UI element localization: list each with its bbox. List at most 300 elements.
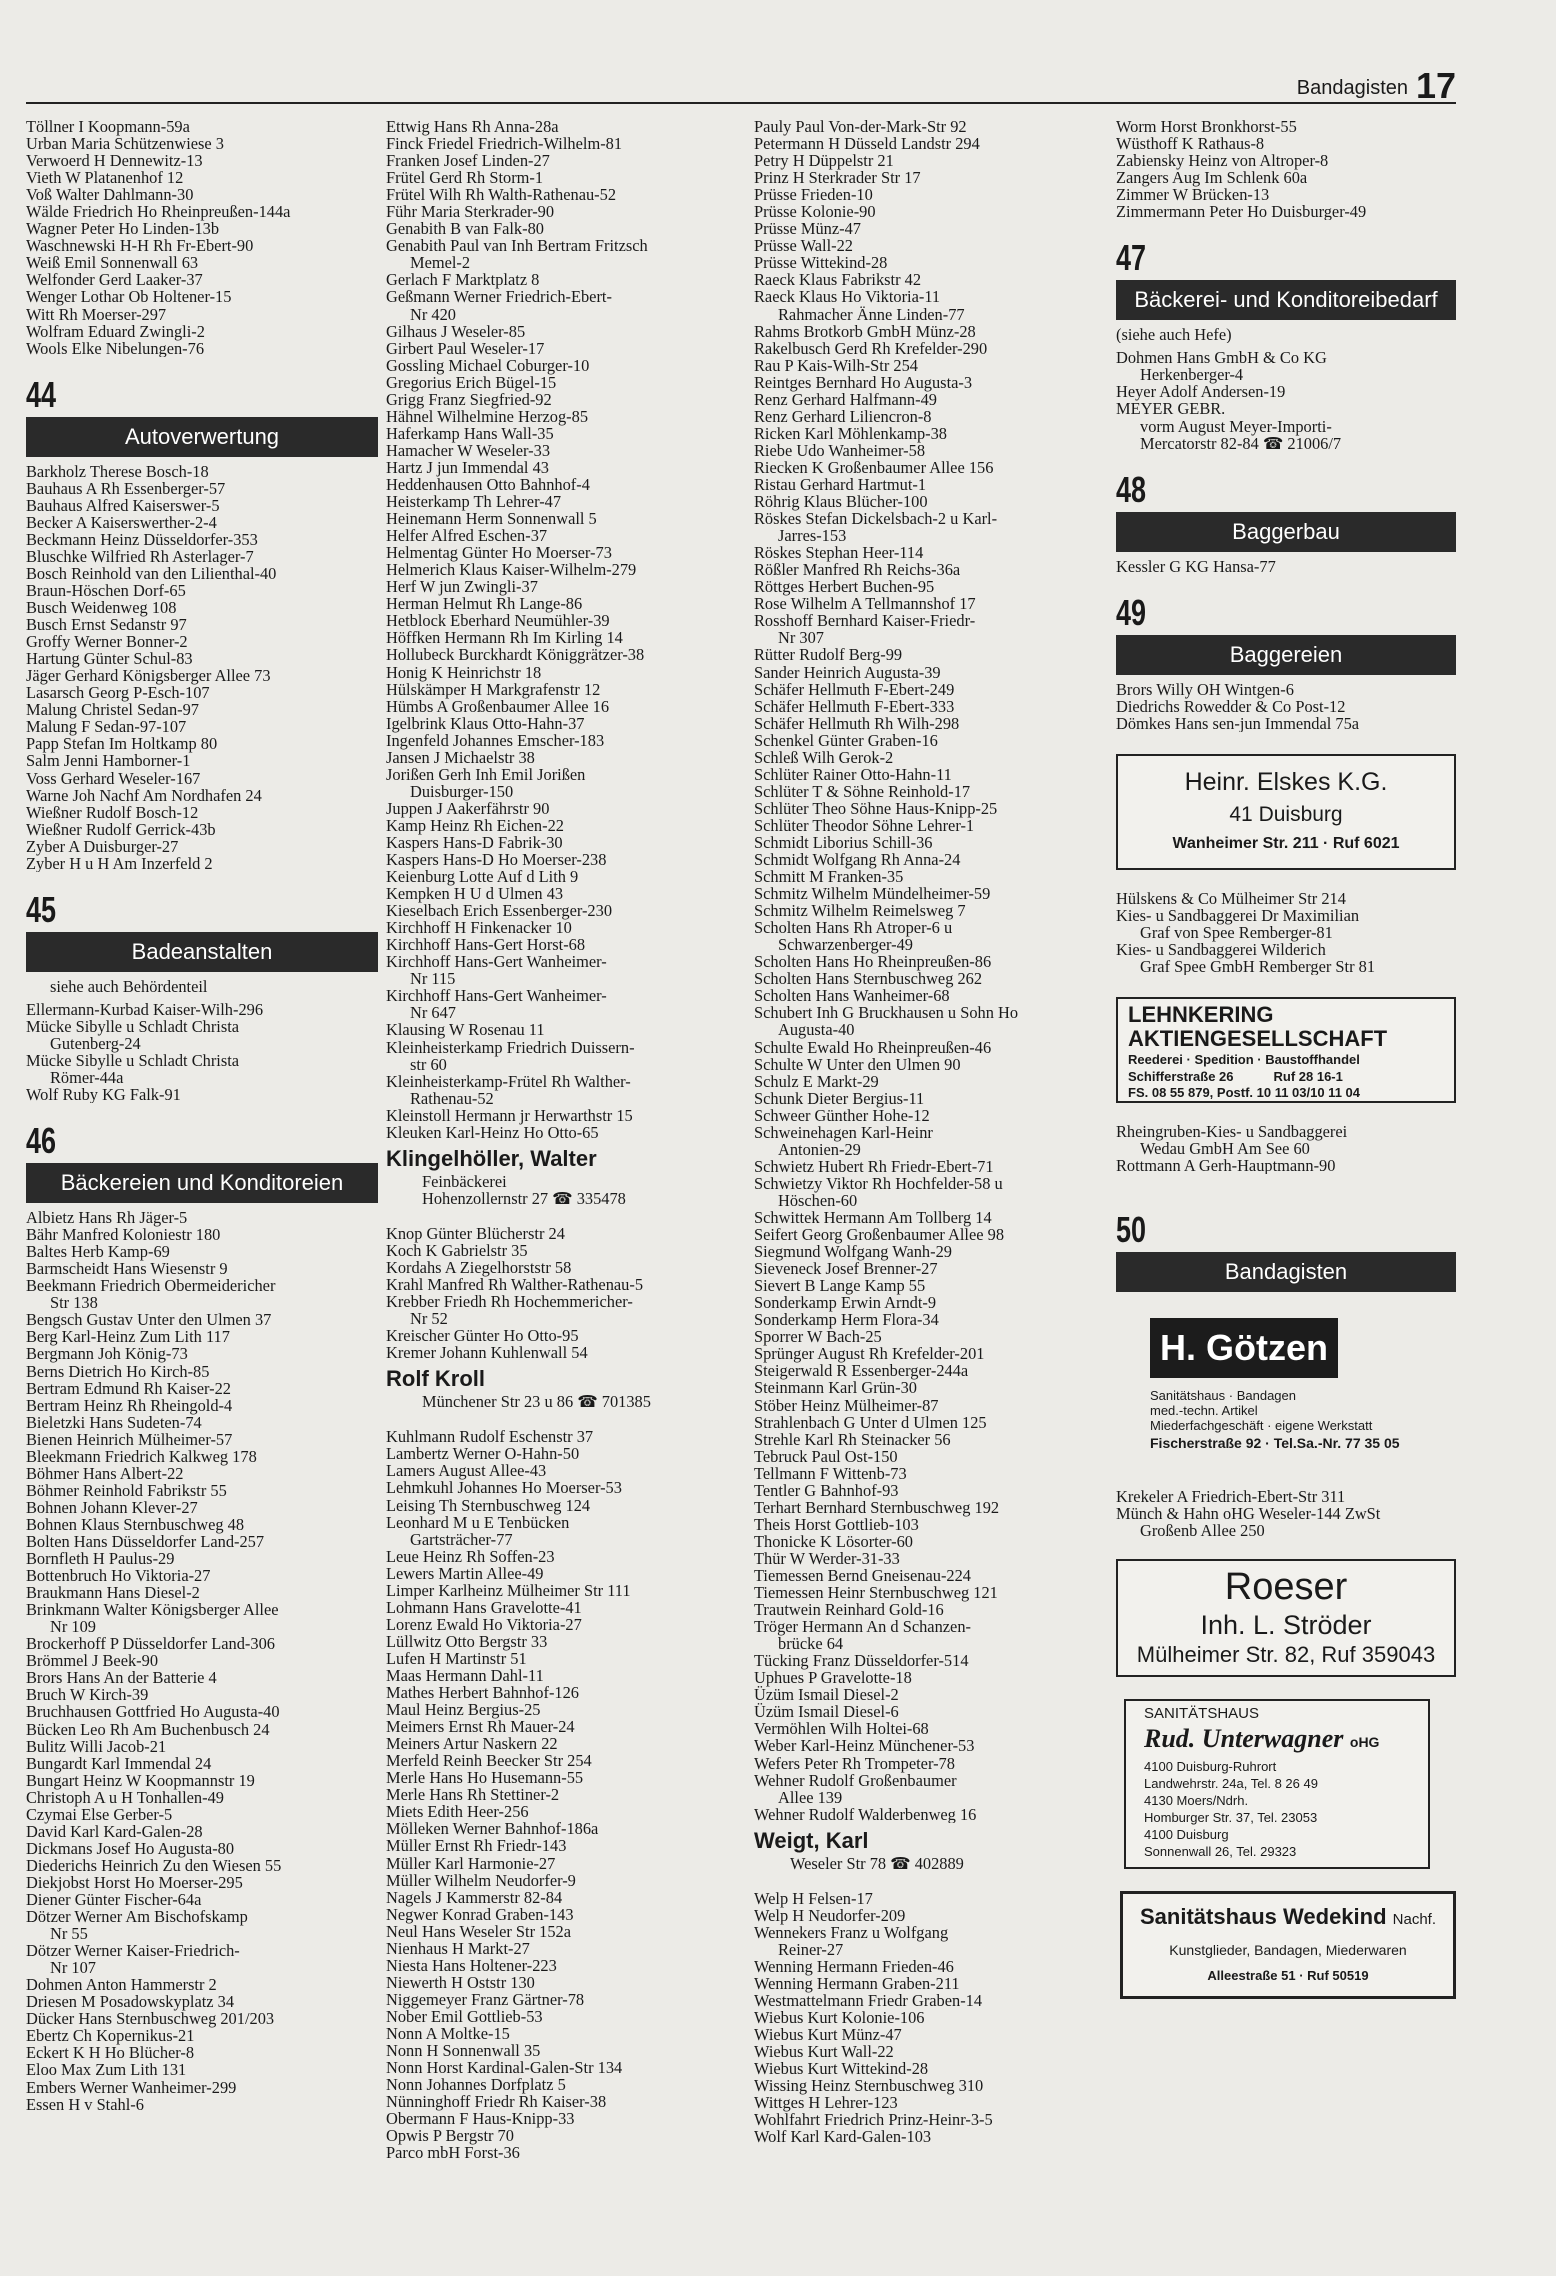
directory-entry: Nober Emil Gottlieb-53: [386, 2006, 543, 2026]
directory-entry: Röskes Stefan Dickelsbach-2 u Karl-: [754, 509, 998, 529]
directory-entry: Diederichs Heinrich Zu den Wiesen 55: [26, 1855, 282, 1875]
directory-entry: Bähr Manfred Koloniestr 180: [26, 1225, 221, 1245]
directory-entry: Malung Christel Sedan-97: [26, 700, 199, 720]
directory-entry: Wehner Rudolf Walderbenweg 16: [754, 1804, 977, 1823]
directory-entry: Bienen Heinrich Mülheimer-57: [26, 1429, 233, 1449]
directory-entry: Böhmer Hans Albert-22: [26, 1463, 184, 1483]
directory-entry: Welfonder Gerd Laaker-37: [26, 270, 203, 290]
directory-entry: Schulz E Markt-29: [754, 1071, 879, 1091]
directory-entry: Üzüm Ismail Diesel-2: [754, 1685, 899, 1705]
directory-entry: Gossling Michael Coburger-10: [386, 355, 590, 375]
directory-entry: Antonien-29: [778, 1139, 861, 1159]
entry-list: [386, 118, 738, 1141]
directory-entry: Heisterkamp Th Lehrer-47: [386, 492, 562, 512]
directory-entry: Kempken H U d Ulmen 43: [386, 884, 564, 904]
column-3: [754, 118, 1106, 2145]
directory-entry: Nr 420: [410, 304, 456, 324]
directory-entry: Schwietzy Viktor Rh Hochfelder-58 u: [754, 1173, 1003, 1193]
ad-logo: Rud. Unterwagner: [1144, 1724, 1344, 1754]
directory-entry: Nr 109: [50, 1617, 96, 1637]
directory-entry: Bruchhausen Gottfried Ho Augusta-40: [26, 1702, 280, 1722]
ad-line: 4100 Duisburg-Ruhrort: [1144, 1759, 1277, 1775]
directory-entry: Witt Rh Moerser-297: [26, 304, 167, 324]
directory-entry: Schmidt Liborius Schill-36: [754, 832, 933, 852]
directory-entry: Eloo Max Zum Lith 131: [26, 2060, 187, 2080]
spacer: [754, 1872, 1106, 1890]
directory-entry: vorm August Meyer-Importi-: [1140, 416, 1332, 436]
directory-entry: Barkholz Therese Bosch-18: [26, 462, 209, 481]
directory-entry: Nr 647: [410, 1003, 456, 1023]
directory-entry: Ingenfeld Johannes Emscher-183: [386, 730, 605, 750]
directory-entry: Grigg Franz Siegfried-92: [386, 389, 552, 409]
directory-entry: Tentler G Bahnhof-93: [754, 1480, 899, 1500]
directory-entry: Duisburger-150: [410, 781, 514, 801]
directory-entry: Schweer Günther Hohe-12: [754, 1105, 930, 1125]
directory-entry: Steinmann Karl Grün-30: [754, 1378, 917, 1398]
directory-entry: Graf von Spee Remberger-81: [1140, 922, 1333, 942]
directory-entry: Bieletzki Hans Sudeten-74: [26, 1412, 202, 1432]
column-1: [26, 118, 378, 2113]
directory-entry: Beekmann Friedrich Obermeidericher: [26, 1276, 276, 1296]
directory-entry: Riecken K Großenbaumer Allee 156: [754, 457, 994, 477]
directory-entry: Schlüter T & Söhne Reinhold-17: [754, 781, 971, 801]
directory-entry: Jarres-153: [778, 526, 847, 546]
directory-entry: Brors Willy OH Wintgen-6: [1116, 680, 1294, 699]
directory-entry: Kessler G KG Hansa-77: [1116, 557, 1276, 575]
ad-line: Reederei · Spedition · Baustoffhandel: [1128, 1052, 1360, 1068]
directory-entry: Brinkmann Walter Königsberger Allee: [26, 1600, 279, 1620]
category-banner: Badeanstalten: [26, 932, 378, 972]
directory-entry: Wefers Peter Rh Trompeter-78: [754, 1753, 955, 1773]
directory-entry: Bosch Reinhold van den Lilienthal-40: [26, 563, 277, 583]
directory-entry: Malung F Sedan-97-107: [26, 717, 187, 737]
directory-entry: Parco mbH Forst-36: [386, 2143, 520, 2162]
directory-entry: Wehner Rudolf Großenbaumer: [754, 1770, 957, 1790]
directory-entry: Lamers August Allee-43: [386, 1461, 547, 1481]
directory-entry: Dötzer Werner Am Bischofskamp: [26, 1907, 248, 1927]
directory-entry: Rakelbusch Gerd Rh Krefelder-290: [754, 338, 988, 358]
directory-entry: Vermöhlen Wilh Holtei-68: [754, 1719, 929, 1739]
directory-entry: Meimers Ernst Rh Mauer-24: [386, 1717, 575, 1737]
directory-entry: Schulte Ewald Ho Rheinpreußen-46: [754, 1037, 992, 1057]
directory-entry: Bohnen Klaus Sternbuschweg 48: [26, 1514, 245, 1534]
directory-entry: Wohlfahrt Friedrich Prinz-Heinr-3-5: [754, 2110, 993, 2130]
directory-entry: Opwis P Bergstr 70: [386, 2126, 514, 2146]
directory-entry: Kies- u Sandbaggerei Dr Maximilian: [1116, 905, 1360, 925]
directory-entry: Röttges Herbert Buchen-95: [754, 577, 935, 597]
directory-entry: Zyber H u H Am Inzerfeld 2: [26, 853, 213, 872]
directory-entry: Memel-2: [410, 253, 471, 273]
directory-entry: Lohmann Hans Gravelotte-41: [386, 1597, 582, 1617]
listing-line: Münchener Str 23 u 86 ☎ 701385: [422, 1393, 651, 1411]
directory-entry: Schlüter Theo Söhne Haus-Knipp-25: [754, 798, 998, 818]
directory-entry: Mücke Sibylle u Schladt Christa: [26, 1050, 240, 1070]
directory-entry: Wedau GmbH Am See 60: [1140, 1139, 1310, 1159]
directory-entry: Kirchhoff Hans-Gert Horst-68: [386, 935, 586, 955]
directory-entry: Leising Th Sternbuschweg 124: [386, 1495, 591, 1515]
directory-entry: Lorenz Ewald Ho Viktoria-27: [386, 1614, 582, 1634]
directory-entry: Rathenau-52: [410, 1088, 494, 1108]
directory-entry: Brors Hans An der Batterie 4: [26, 1668, 217, 1688]
directory-entry: Helfer Alfred Eschen-37: [386, 526, 548, 546]
entry-list: [26, 1209, 378, 2112]
directory-entry: Schunk Dieter Bergius-11: [754, 1088, 925, 1108]
directory-entry: Schleß Wilh Gerok-2: [754, 747, 894, 767]
directory-entry: Ristau Gerhard Hartmut-1: [754, 474, 927, 494]
directory-entry: Schäfer Hellmuth F-Ebert-249: [754, 679, 955, 699]
directory-entry: Trautwein Reinhard Gold-16: [754, 1600, 944, 1620]
entry-list: [386, 1225, 738, 1361]
directory-entry: Obermann F Haus-Knipp-33: [386, 2109, 575, 2129]
spacer: [386, 1410, 738, 1428]
directory-entry: Tröger Hermann An d Schanzen-: [754, 1617, 971, 1637]
directory-entry: Juppen J Aakerfährstr 90: [386, 798, 550, 818]
directory-entry: Thonicke K Lösorter-60: [754, 1531, 913, 1551]
directory-entry: Wießner Rudolf Bosch-12: [26, 802, 199, 822]
directory-entry: Schubert Inh G Bruckhausen u Sohn Ho: [754, 1003, 1019, 1023]
directory-entry: Hülskens & Co Mülheimer Str 214: [1116, 889, 1346, 908]
directory-entry: Nr 307: [778, 628, 824, 648]
directory-entry: Nr 55: [50, 1924, 88, 1944]
entry-list: [386, 1428, 738, 2161]
directory-entry: Tellmann F Wittenb-73: [754, 1463, 907, 1483]
directory-entry: Schulte W Unter den Ulmen 90: [754, 1054, 961, 1074]
directory-entry: Schmitz Wilhelm Mündelheimer-59: [754, 884, 991, 904]
directory-entry: Negwer Konrad Graben-143: [386, 1904, 574, 1924]
ad-city: 41 Duisburg: [1229, 802, 1343, 826]
listing-line: Hohenzollernstr 27 ☎ 335478: [422, 1189, 626, 1207]
directory-entry: Meiners Artur Naskern 22: [386, 1734, 558, 1754]
directory-entry: Höschen-60: [778, 1190, 858, 1210]
directory-entry: Schmitz Wilhelm Reimelsweg 7: [754, 901, 966, 921]
directory-entry: Müller Ernst Rh Friedr-143: [386, 1836, 567, 1856]
directory-entry: Nr 115: [410, 969, 456, 989]
ad-line: Sanitätshaus · Bandagen: [1150, 1388, 1296, 1404]
section-number: 48: [1116, 469, 1147, 510]
directory-entry: Niggemeyer Franz Gärtner-78: [386, 1989, 585, 2009]
directory-entry: Beckmann Heinz Düsseldorfer-353: [26, 529, 258, 549]
directory-entry: Kleuken Karl-Heinz Ho Otto-65: [386, 1122, 599, 1141]
directory-entry: Czymai Else Gerber-5: [26, 1804, 173, 1824]
section-number: 44: [26, 374, 57, 415]
directory-entry: Kirchhoff Hans-Gert Wanheimer-: [386, 986, 607, 1006]
directory-entry: Bulitz Willi Jacob-21: [26, 1736, 167, 1756]
directory-entry: Herkenberger-4: [1140, 365, 1244, 385]
directory-entry: Krahl Manfred Rh Walther-Rathenau-5: [386, 1275, 644, 1295]
directory-entry: Str 138: [50, 1293, 98, 1313]
ad-suffix: oHG: [1349, 1734, 1380, 1751]
spacer: [386, 1207, 738, 1225]
directory-entry: Wagner Peter Ho Linden-13b: [26, 219, 220, 239]
ad-lehnkering: [1116, 997, 1456, 1103]
directory-entry: Jansen J Michaelstr 38: [386, 747, 535, 767]
ad-line: LEHNKERING: [1128, 1003, 1274, 1028]
directory-entry: Neul Hans Weseler Str 152a: [386, 1921, 572, 1941]
directory-entry: Pauly Paul Von-der-Mark-Str 92: [754, 118, 967, 136]
directory-entry: Bungart Heinz W Koopmannstr 19: [26, 1770, 255, 1790]
directory-entry: Bolten Hans Düsseldorfer Land-257: [26, 1532, 265, 1551]
directory-entry: Zangers Aug Im Schlenk 60a: [1116, 168, 1308, 188]
directory-entry: Wolfram Eduard Zwingli-2: [26, 321, 205, 341]
entry-list: [1116, 118, 1456, 220]
directory-entry: Bergmann Joh König-73: [26, 1344, 188, 1364]
directory-entry: Bornfleth H Paulus-29: [26, 1549, 175, 1569]
directory-entry: Rosshoff Bernhard Kaiser-Friedr-: [754, 611, 976, 631]
directory-entry: Raeck Klaus Ho Viktoria-11: [754, 287, 941, 307]
directory-entry: Merfeld Reinh Beecker Str 254: [386, 1751, 592, 1771]
directory-entry: Helmentag Günter Ho Moerser-73: [386, 543, 612, 563]
ad-line: Landwehrstr. 24a, Tel. 8 26 49: [1144, 1776, 1318, 1792]
directory-entry: Prüsse Wittekind-28: [754, 253, 888, 273]
directory-entry: Kuhlmann Rudolf Eschenstr 37: [386, 1428, 594, 1447]
entry-list: [1116, 349, 1456, 451]
listing-name: Weigt, Karl: [754, 1827, 869, 1853]
directory-entry: Führ Maria Sterkrader-90: [386, 202, 555, 222]
directory-entry: Groffy Werner Bonner-2: [26, 632, 188, 652]
directory-entry: Gartsträcher-77: [410, 1529, 513, 1549]
directory-entry: Maul Heinz Bergius-25: [386, 1700, 541, 1720]
directory-entry: Leonhard M u E Tenbücken: [386, 1512, 570, 1532]
directory-entry: Röskes Stephan Heer-114: [754, 543, 924, 563]
directory-entry: Nonn A Moltke-15: [386, 2023, 510, 2043]
directory-entry: Genabith B van Falk-80: [386, 219, 544, 239]
directory-entry: Töllner I Koopmann-59a: [26, 118, 190, 136]
section-number: 47: [1116, 238, 1147, 279]
directory-entry: Heinemann Herm Sonnenwall 5: [386, 509, 597, 529]
directory-entry: Schäfer Hellmuth Rh Wilh-298: [754, 713, 960, 733]
directory-entry: Haferkamp Hans Wall-35: [386, 423, 554, 443]
directory-entry: Hähnel Wilhelmine Herzog-85: [386, 406, 589, 426]
directory-entry: Braun-Höschen Dorf-65: [26, 580, 186, 600]
directory-entry: Weber Karl-Heinz Münchener-53: [754, 1736, 975, 1756]
directory-entry: Nienhaus H Markt-27: [386, 1938, 530, 1958]
directory-entry: Kreischer Günter Ho Otto-95: [386, 1326, 579, 1346]
directory-entry: Rößler Manfred Rh Reichs-36a: [754, 560, 961, 580]
directory-entry: Zyber A Duisburger-27: [26, 836, 179, 856]
directory-entry: Scholten Hans Rh Atroper-6 u: [754, 918, 953, 938]
ad-company-name: Heinr. Elskes K.G.: [1184, 767, 1388, 796]
directory-entry: Bruch W Kirch-39: [26, 1685, 149, 1705]
directory-entry: Tücking Franz Düsseldorfer-514: [754, 1651, 969, 1671]
directory-entry: Merle Hans Rh Stettiner-2: [386, 1785, 560, 1805]
directory-entry: Klausing W Rosenau 11: [386, 1020, 545, 1040]
directory-entry: Christoph A u H Tonhallen-49: [26, 1787, 224, 1807]
directory-entry: Hülskämper H Markgrafenstr 12: [386, 679, 601, 699]
directory-entry: Igelbrink Klaus Otto-Hahn-37: [386, 713, 585, 733]
directory-entry: Lüllwitz Otto Bergstr 33: [386, 1631, 548, 1651]
category-banner: Autoverwertung: [26, 417, 378, 457]
entry-list: [26, 118, 378, 357]
entry-list: [754, 1890, 1106, 2146]
directory-entry: Mathes Herbert Bahnhof-126: [386, 1683, 579, 1703]
ad-suffix: Nachf.: [1392, 1911, 1437, 1929]
directory-entry: Wissing Heinz Sternbuschweg 310: [754, 2076, 984, 2096]
directory-entry: Embers Werner Wanheimer-299: [26, 2077, 237, 2097]
directory-entry: Kleinheisterkamp-Frütel Rh Walther-: [386, 1071, 631, 1091]
directory-entry: Sievert B Lange Kamp 55: [754, 1276, 926, 1296]
directory-entry: Mercatorstr 82-84 ☎ 21006/7: [1140, 433, 1342, 452]
directory-entry: Wenning Hermann Graben-211: [754, 1973, 960, 1993]
listing-line: Feinbäckerei: [422, 1172, 507, 1190]
column-4: [1116, 118, 1456, 1999]
directory-entry: Kremer Johann Kuhlenwall 54: [386, 1343, 588, 1362]
directory-entry: Eckert K H Ho Blücher-8: [26, 2043, 195, 2063]
directory-entry: Nagels J Kammerstr 82-84: [386, 1887, 563, 1907]
directory-entry: Seifert Georg Großenbaumer Allee 98: [754, 1225, 1005, 1245]
ad-line: Ruf 28 16-1: [1273, 1069, 1343, 1085]
directory-entry: brücke 64: [778, 1634, 844, 1654]
directory-entry: Petry H Düppelstr 21: [754, 151, 894, 171]
page-header: [26, 64, 1456, 104]
ad-line: med.-techn. Artikel: [1150, 1403, 1258, 1419]
directory-entry: Waschnewski H-H Rh Fr-Ebert-90: [26, 236, 254, 256]
directory-entry: Wolf Karl Kard-Galen-103: [754, 2127, 932, 2146]
listing-line: Weseler Str 78 ☎ 402889: [790, 1854, 964, 1872]
page-number: 17: [1415, 65, 1456, 106]
ad-line: Mülheimer Str. 82, Ruf 359043: [1136, 1642, 1436, 1668]
directory-entry: Ellermann-Kurbad Kaiser-Wilh-296: [26, 1000, 264, 1019]
directory-entry: Kleinstoll Hermann jr Herwarthstr 15: [386, 1105, 633, 1125]
ad-line: Sonnenwall 26, Tel. 29323: [1144, 1844, 1297, 1860]
directory-entry: Kirchhoff Hans-Gert Wanheimer-: [386, 952, 607, 972]
directory-entry: Lehmkuhl Johannes Ho Moerser-53: [386, 1478, 622, 1498]
directory-entry: Wiebus Kurt Wittekind-28: [754, 2059, 929, 2079]
directory-entry: Geßmann Werner Friedrich-Ebert-: [386, 287, 612, 307]
ad-line: Inh. L. Ströder: [1200, 1610, 1372, 1641]
category-banner: Bäckerei- und Konditoreibedarf: [1116, 280, 1456, 320]
directory-entry: Koch K Gabrielstr 35: [386, 1240, 528, 1260]
spacer: [1116, 1174, 1456, 1192]
directory-entry: Prüsse Frieden-10: [754, 185, 873, 205]
directory-entry: Vieth W Platanenhof 12: [26, 168, 184, 188]
directory-entry: Salm Jenni Hamborner-1: [26, 751, 191, 771]
directory-entry: Tiemessen Bernd Gneisenau-224: [754, 1565, 971, 1585]
directory-entry: Steigerwald R Essenberger-244a: [754, 1361, 969, 1381]
directory-entry: Rottmann A Gerh-Hauptmann-90: [1116, 1156, 1336, 1175]
directory-entry: Lambertz Werner O-Hahn-50: [386, 1444, 580, 1464]
directory-entry: Strehle Karl Rh Steinacker 56: [754, 1429, 951, 1449]
directory-entry: Urban Maria Schützenwiese 3: [26, 134, 224, 154]
ad-wedekind: [1120, 1891, 1456, 1999]
directory-entry: Brömmel J Beek-90: [26, 1651, 159, 1671]
directory-entry: Prüsse Münz-47: [754, 219, 861, 239]
listing-name: Rolf Kroll: [386, 1366, 485, 1392]
ad-company-name: Sanitätshaus Wedekind: [1139, 1904, 1387, 1930]
ad-line: 4100 Duisburg: [1144, 1827, 1229, 1843]
directory-entry: Kirchhoff H Finkenacker 10: [386, 918, 572, 938]
directory-entry: Rose Wilhelm A Tellmannshof 17: [754, 594, 976, 614]
directory-entry: Zimmer W Brücken-13: [1116, 185, 1270, 205]
directory-entry: Nünninghoff Friedr Rh Kaiser-38: [386, 2092, 607, 2112]
directory-entry: Sprünger August Rh Krefelder-201: [754, 1344, 985, 1364]
directory-entry: Bücken Leo Rh Am Buchenbusch 24: [26, 1719, 270, 1739]
directory-entry: Prinz H Sterkrader Str 17: [754, 168, 921, 188]
section-number: 50: [1116, 1210, 1147, 1251]
directory-entry: Mölleken Werner Bahnhof-186a: [386, 1819, 599, 1839]
directory-entry: Stöber Heinz Mülheimer-87: [754, 1395, 939, 1415]
directory-entry: Nonn Horst Kardinal-Galen-Str 134: [386, 2058, 623, 2078]
directory-entry: Verwoerd H Dennewitz-13: [26, 151, 203, 171]
ad-line: FS. 08 55 879, Postf. 10 11 03/10 11 04: [1128, 1085, 1361, 1101]
directory-entry: Bungardt Karl Immendal 24: [26, 1753, 212, 1773]
directory-entry: Krebber Friedh Rh Hochemmericher-: [386, 1292, 633, 1312]
ad-line: Alleestraße 51 · Ruf 50519: [1207, 1968, 1369, 1984]
directory-entry: Kaspers Hans-D Fabrik-30: [386, 832, 563, 852]
directory-entry: Wießner Rudolf Gerrick-43b: [26, 819, 216, 839]
ad-line: 4130 Moers/Ndrh.: [1144, 1793, 1249, 1809]
category-banner: Bandagisten: [1116, 1252, 1456, 1292]
directory-entry: Riebe Udo Wanheimer-58: [754, 440, 926, 460]
directory-entry: Bengsch Gustav Unter den Ulmen 37: [26, 1310, 272, 1330]
directory-entry: Schäfer Hellmuth F-Ebert-333: [754, 696, 955, 716]
directory-entry: Busch Ernst Sedanstr 97: [26, 615, 187, 635]
ad-goetzen: [1142, 1310, 1430, 1470]
directory-entry: Diedrichs Rowedder & Co Post-12: [1116, 696, 1346, 716]
directory-entry: Wiebus Kurt Münz-47: [754, 2025, 902, 2045]
directory-entry: Graf Spee GmbH Remberger Str 81: [1140, 956, 1376, 976]
directory-entry: Tebruck Paul Ost-150: [754, 1446, 898, 1466]
directory-entry: Hollubeck Burckhardt Königgrätzer-38: [386, 645, 645, 665]
directory-entry: Nonn Johannes Dorfplatz 5: [386, 2075, 566, 2095]
directory-entry: Maas Hermann Dahl-11: [386, 1665, 544, 1685]
directory-entry: Sieveneck Josef Brenner-27: [754, 1259, 938, 1279]
directory-entry: Gregorius Erich Bügel-15: [386, 372, 557, 392]
directory-entry: Papp Stefan Im Holtkamp 80: [26, 734, 218, 754]
directory-entry: Voss Gerhard Weseler-167: [26, 768, 201, 788]
ad-line: Homburger Str. 37, Tel. 23053: [1144, 1810, 1318, 1826]
category-note: siehe auch Behördenteil: [50, 977, 208, 995]
directory-entry: Hartung Günter Schul-83: [26, 649, 193, 669]
directory-entry: Dötzer Werner Kaiser-Friedrich-: [26, 1941, 240, 1961]
directory-entry: Ricken Karl Möhlenkamp-38: [754, 423, 947, 443]
directory-entry: Gilhaus J Weseler-85: [386, 321, 526, 341]
directory-entry: Sander Heinrich Augusta-39: [754, 662, 941, 682]
directory-entry: Raeck Klaus Fabrikstr 42: [754, 270, 922, 290]
entry-list: [1116, 1123, 1456, 1174]
directory-entry: Dickmans Josef Ho Augusta-80: [26, 1838, 235, 1858]
directory-entry: Wälde Friedrich Ho Rheinpreußen-144a: [26, 202, 291, 222]
directory-entry: Zimmermann Peter Ho Duisburger-49: [1116, 202, 1367, 221]
ad-unterwagner: [1124, 1699, 1430, 1869]
directory-entry: Girbert Paul Weseler-17: [386, 338, 545, 358]
directory-entry: Franken Josef Linden-27: [386, 151, 550, 171]
directory-entry: Berns Dietrich Ho Kirch-85: [26, 1361, 210, 1381]
directory-entry: Rheingruben-Kies- u Sandbaggerei: [1116, 1123, 1348, 1142]
directory-entry: Sporrer W Bach-25: [754, 1327, 882, 1347]
directory-entry: Knop Günter Blücherstr 24: [386, 1224, 565, 1243]
directory-entry: Terhart Bernhard Sternbuschweg 192: [754, 1497, 1000, 1517]
directory-entry: Welp H Neudorfer-209: [754, 1905, 906, 1925]
directory-entry: Schwarzenberger-49: [778, 935, 913, 955]
directory-entry: Rahmacher Änne Linden-77: [778, 304, 965, 324]
directory-entry: Scholten Hans Ho Rheinpreußen-86: [754, 952, 992, 972]
entry-list: [1116, 890, 1456, 975]
directory-entry: Herf W jun Zwingli-37: [386, 577, 538, 597]
directory-entry: Bertram Edmund Rh Kaiser-22: [26, 1378, 231, 1398]
directory-entry: Bertram Heinz Rh Rheingold-4: [26, 1395, 233, 1415]
ad-elskes: [1116, 754, 1456, 870]
directory-entry: Wools Elke Nibelungen-76: [26, 338, 205, 357]
ad-address: Wanheimer Str. 211 · Ruf 6021: [1172, 834, 1400, 852]
category-banner: Baggereien: [1116, 635, 1456, 675]
category-banner: Bäckereien und Konditoreien: [26, 1163, 378, 1203]
directory-entry: Rahms Brotkorb GmbH Münz-28: [754, 321, 976, 341]
directory-entry: Bottenbruch Ho Viktoria-27: [26, 1566, 211, 1586]
directory-entry: Limper Karlheinz Mülheimer Str 111: [386, 1580, 631, 1600]
directory-entry: Berg Karl-Heinz Zum Lith 117: [26, 1327, 230, 1347]
section-number: 45: [26, 889, 57, 930]
directory-entry: Reiner-27: [778, 1939, 844, 1959]
